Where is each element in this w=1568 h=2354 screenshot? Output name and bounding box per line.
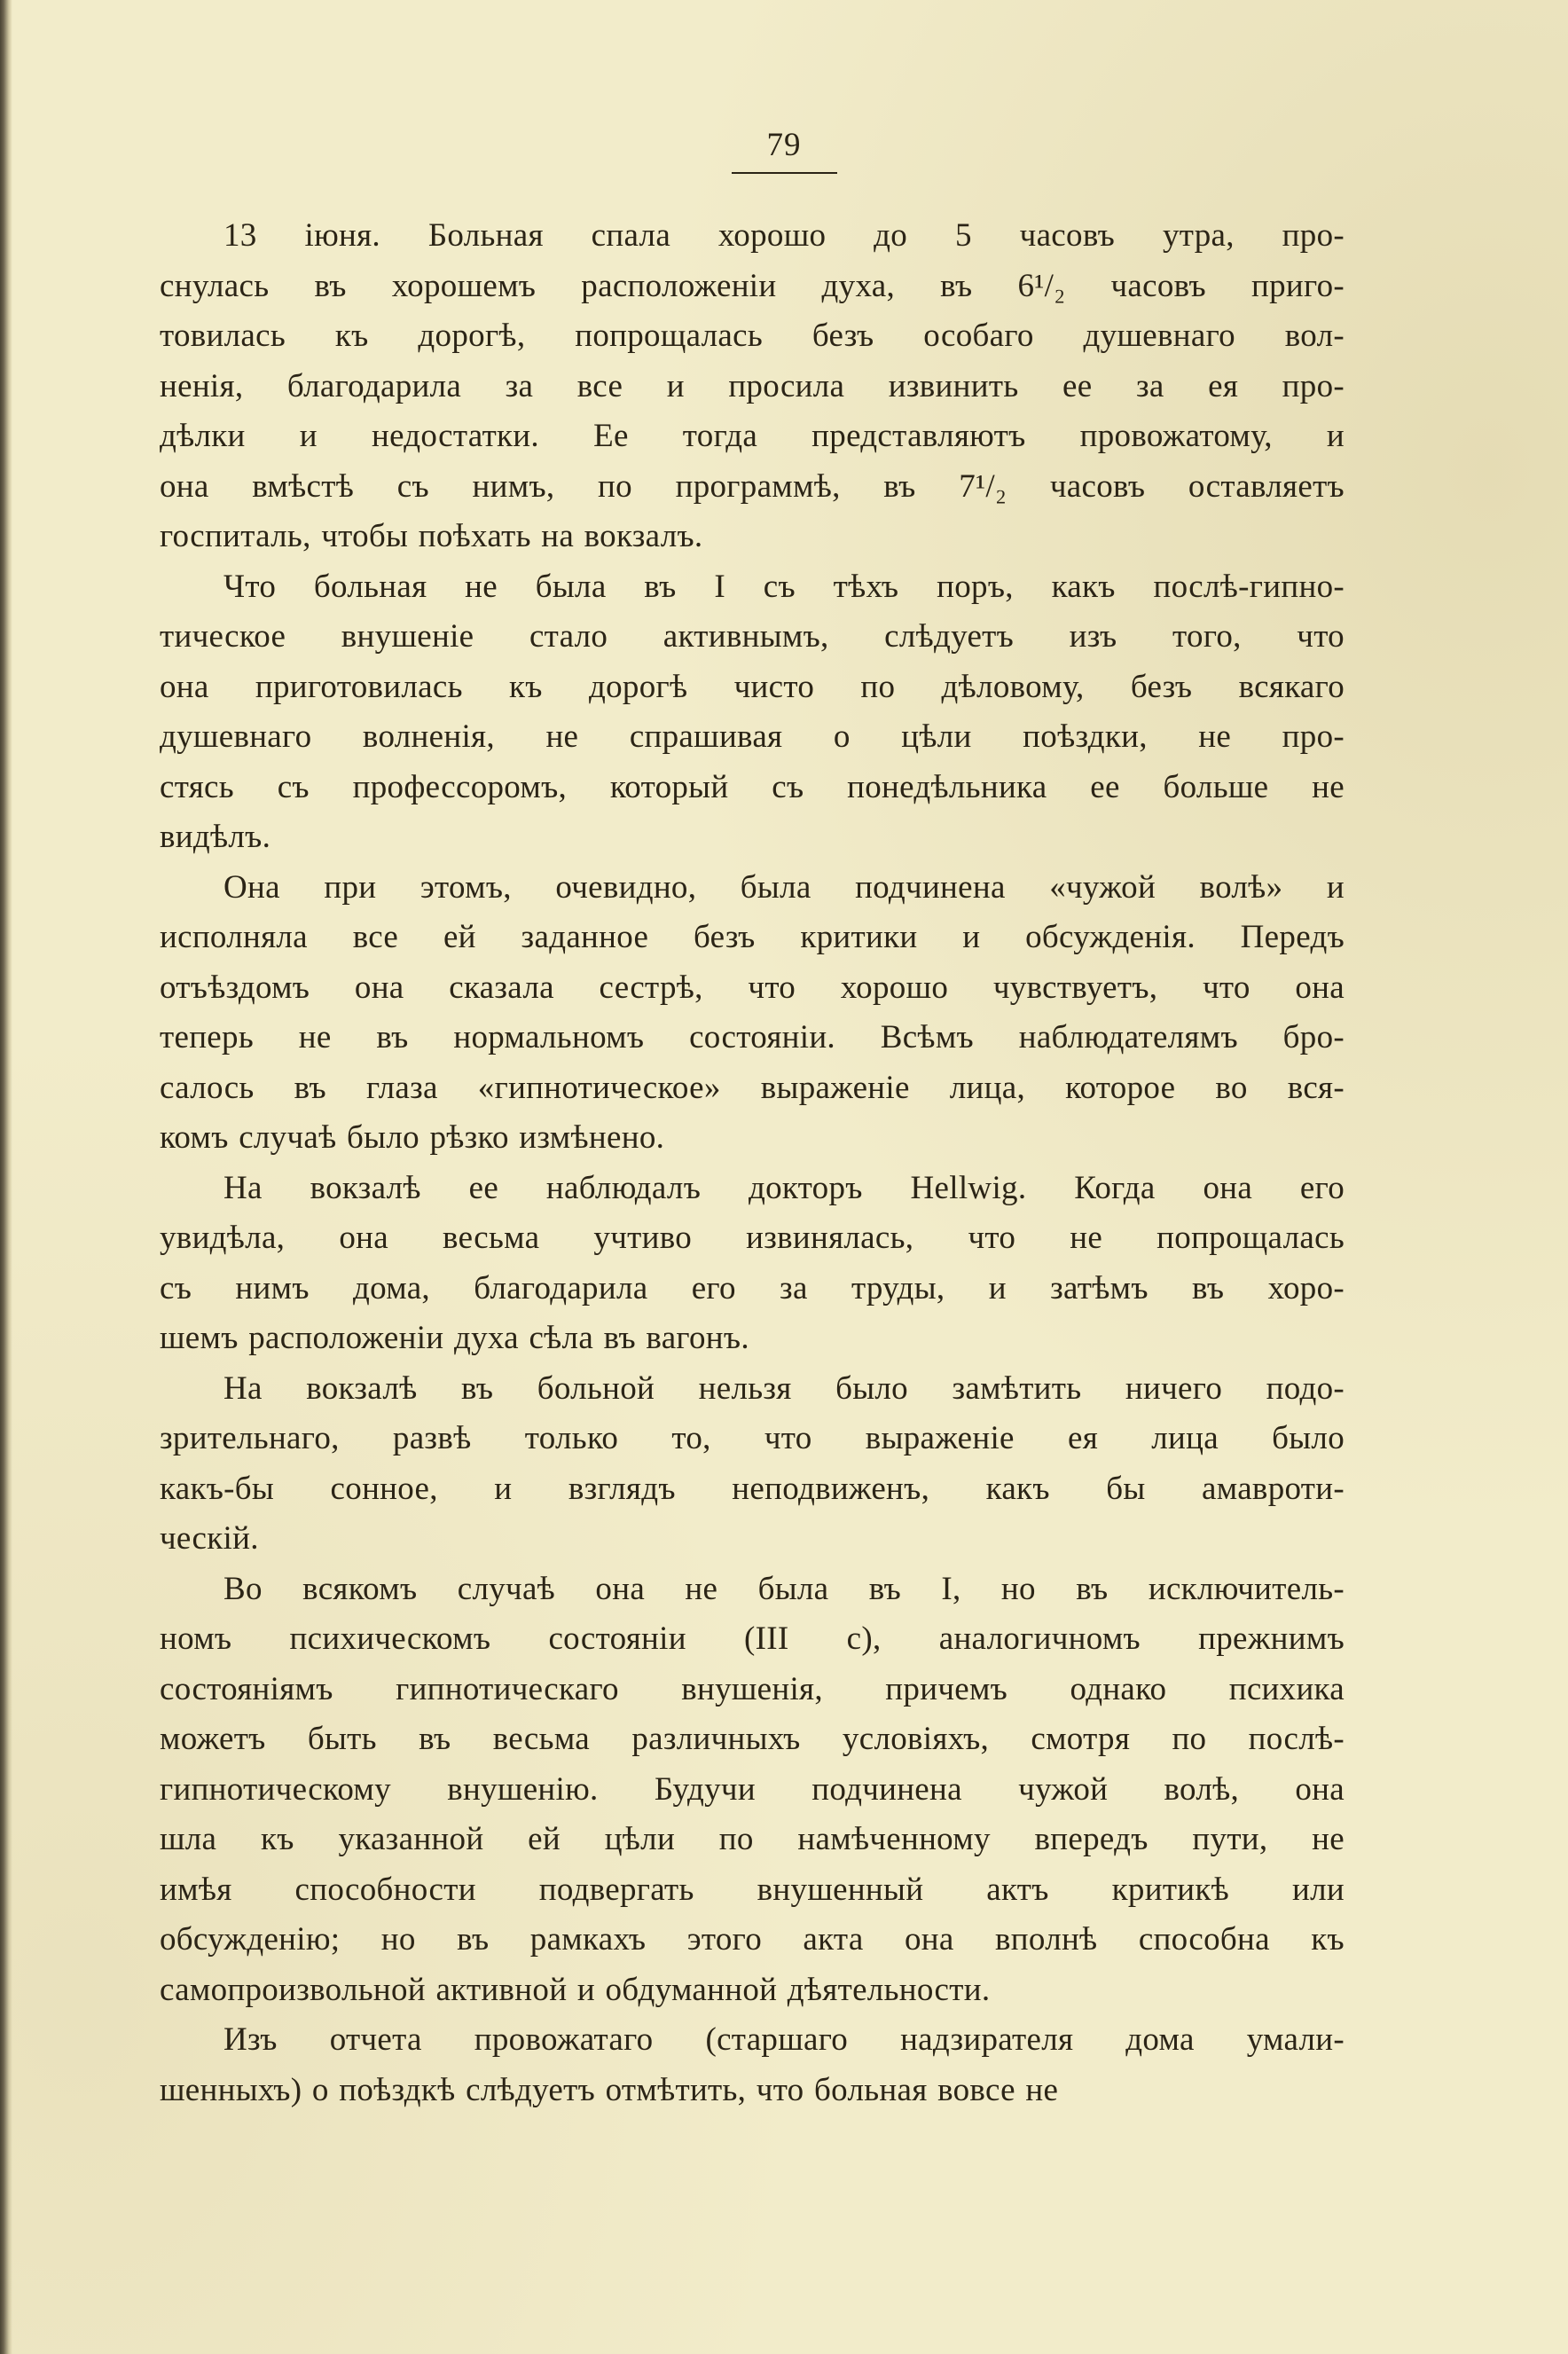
text-line: зрительнаго, развѣ только то, что выраженіе ея лица было <box>160 1420 1345 1456</box>
text-line: отъѣздомъ она сказала сестрѣ, что хорошо чувствуетъ, что она <box>160 969 1345 1006</box>
text-line: 13 іюня. Больная спала хорошо до 5 часовъ утра, про- <box>223 217 1345 254</box>
text-line: дѣлки и недостатки. Ее тогда представляютъ провожатому, и <box>160 418 1345 454</box>
text-line: Она при этомъ, очевидно, была подчинена «чужой волѣ» и <box>223 868 1345 906</box>
text-line: какъ-бы сонное, и взглядъ неподвиженъ, какъ бы амавроти- <box>160 1470 1345 1507</box>
text-line: шенныхъ) о поѣздкѣ слѣдуетъ отмѣтить, что больная вовсе не <box>160 2071 1059 2108</box>
text-line: гипнотическому внушенію. Будучи подчинена чужой волѣ, она <box>160 1770 1345 1808</box>
text-line: снулась въ хорошемъ расположеніи духа, въ 6¹/₂ часовъ приго- <box>160 267 1345 304</box>
page-header <box>0 124 1568 174</box>
page-binding-edge <box>0 0 12 2354</box>
text-line: шла къ указанной ей цѣли по намѣченному впередъ пути, не <box>160 1821 1345 1857</box>
text-line: Что больная не была въ I съ тѣхъ поръ, какъ послѣ-гипно- <box>223 568 1345 605</box>
text-line: На вокзалѣ въ больной нельзя было замѣтить ничего подо- <box>223 1369 1345 1407</box>
text-line: товилась къ дорогѣ, попрощалась безъ особаго душевнаго вол- <box>160 318 1345 354</box>
text-line: госпиталь, чтобы поѣхать на вокзалъ. <box>160 518 703 554</box>
text-line: самопроизвольной активной и обдуманной дѣятельности. <box>160 1971 991 2008</box>
paragraph <box>160 1364 1345 1565</box>
text-line: она приготовилась къ дорогѣ чисто по дѣловому, безъ всякаго <box>160 668 1345 705</box>
text-line: теперь не въ нормальномъ состояніи. Всѣмъ наблюдателямъ бро- <box>160 1019 1345 1055</box>
text-line: стясь съ профессоромъ, который съ понедѣльника ее больше не <box>160 768 1345 805</box>
text-line: Во всякомъ случаѣ она не была въ I, но въ исключитель- <box>223 1570 1345 1607</box>
paragraph <box>160 863 1345 1164</box>
text-line: душевнаго волненія, не спрашивая о цѣли поѣздки, не про- <box>160 718 1345 755</box>
text-line: салось въ глаза «гипнотическое» выраженіе лица, которое во вся- <box>160 1069 1345 1106</box>
body-text <box>160 211 1345 2115</box>
text-line: На вокзалѣ ее наблюдалъ докторъ Hellwig. Когда она его <box>223 1169 1345 1206</box>
paragraph <box>160 1565 1345 2016</box>
text-line: она вмѣстѣ съ нимъ, по программѣ, въ 7¹/₂ часовъ оставляетъ <box>160 467 1345 505</box>
text-line: состояніямъ гипнотическаго внушенія, причемъ однако психика <box>160 1670 1345 1707</box>
paragraph <box>160 211 1345 562</box>
text-line: исполняла все ей заданное безъ критики и обсужденія. Передъ <box>160 919 1345 955</box>
paragraph <box>160 2015 1345 2115</box>
paragraph <box>160 1164 1345 1364</box>
text-line: номъ психическомъ состояніи (III c), аналогичномъ прежнимъ <box>160 1620 1345 1657</box>
text-line: съ нимъ дома, благодарила его за труды, и затѣмъ въ хоро- <box>160 1269 1345 1306</box>
text-line: имѣя способности подвергать внушенный актъ критикѣ или <box>160 1871 1345 1908</box>
text-line: можетъ быть въ весьма различныхъ условіяхъ, смотря по послѣ- <box>160 1721 1345 1757</box>
text-line: Изъ отчета провожатаго (старшаго надзирателя дома умали- <box>223 2021 1345 2058</box>
text-line: тическое внушеніе стало активнымъ, слѣдуетъ изъ того, что <box>160 618 1345 655</box>
text-line: шемъ расположеніи духа сѣла въ вагонъ. <box>160 1320 749 1356</box>
text-line: видѣлъ. <box>160 819 271 855</box>
text-line: комъ случаѣ было рѣзко измѣнено. <box>160 1119 665 1156</box>
text-line: увидѣла, она весьма учтиво извинялась, что не попрощалась <box>160 1220 1345 1256</box>
text-line: ческій. <box>160 1520 259 1557</box>
text-line: обсужденію; но въ рамкахъ этого акта она вполнѣ способна къ <box>160 1921 1345 1958</box>
paragraph <box>160 562 1345 863</box>
page-number: 79 <box>732 124 837 174</box>
text-line: ненія, благодарила за все и просила извинить ее за ея про- <box>160 367 1345 404</box>
